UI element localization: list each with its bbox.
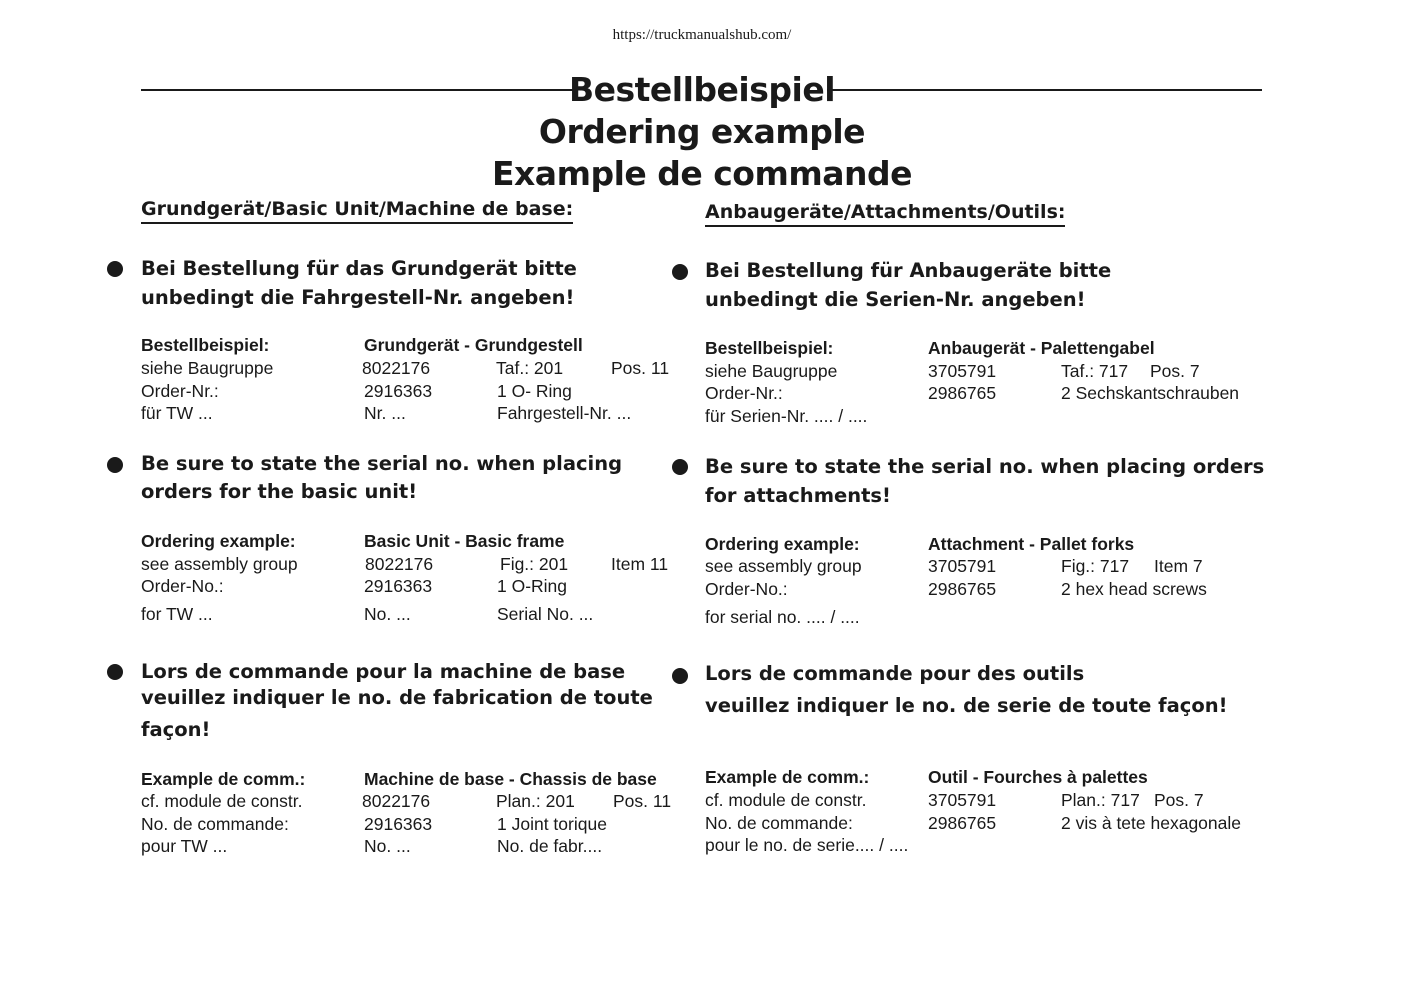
- row-value: Taf.: 201: [496, 358, 564, 378]
- row-value: No. ...: [364, 836, 411, 856]
- row-value: Pos. 11: [613, 791, 672, 811]
- example-part: Grundgerät - Grundgestell: [364, 335, 583, 355]
- row-label: siehe Baugruppe: [705, 361, 838, 381]
- row-value: Taf.: 717: [1061, 361, 1129, 381]
- row-label: pour TW ...: [141, 836, 228, 856]
- row-value: Item 11: [611, 554, 669, 574]
- row-value: Pos. 7: [1154, 790, 1204, 810]
- row-value: 2 Sechskantschrauben: [1061, 383, 1240, 403]
- instruction-line: veuillez indiquer le no. de serie de toute façon!: [705, 694, 1228, 717]
- row-value: 2986765: [928, 579, 997, 599]
- row-value: 3705791: [928, 556, 997, 576]
- page-title-fr: Example de commande: [491, 154, 913, 193]
- row-label: cf. module de constr.: [705, 790, 867, 810]
- bullet-icon: [672, 264, 688, 280]
- row-value: 2916363: [364, 814, 433, 834]
- row-value: Fig.: 201: [500, 554, 569, 574]
- row-value: No. de fabr....: [497, 836, 603, 856]
- row-value: 3705791: [928, 361, 997, 381]
- bullet-icon: [107, 457, 123, 473]
- example-part: Anbaugerät - Palettengabel: [928, 338, 1155, 358]
- instruction-line: unbedingt die Fahrgestell-Nr. angeben!: [141, 286, 575, 309]
- row-value: 1 O-Ring: [497, 576, 568, 596]
- row-label: Order-No.:: [141, 576, 224, 596]
- row-label: siehe Baugruppe: [141, 358, 274, 378]
- row-label: No. de commande:: [141, 814, 289, 834]
- row-label: for serial no. .... / ....: [705, 607, 860, 627]
- page-title-en: Ordering example: [538, 112, 866, 151]
- row-label: pour le no. de serie.... / ....: [705, 835, 909, 855]
- instruction-line: veuillez indiquer le no. de fabrication de toute: [141, 686, 653, 709]
- row-value: 2986765: [928, 813, 997, 833]
- row-value: Nr. ...: [364, 403, 406, 423]
- row-value: No. ...: [364, 604, 411, 624]
- instruction-line: unbedingt die Serien-Nr. angeben!: [705, 288, 1086, 311]
- bullet-icon: [107, 261, 123, 277]
- example-part: Attachment - Pallet forks: [928, 534, 1135, 554]
- row-value: 8022176: [362, 791, 431, 811]
- instruction-line: for attachments!: [705, 484, 891, 507]
- row-label: No. de commande:: [705, 813, 853, 833]
- row-value: 2986765: [928, 383, 997, 403]
- section-heading-attachments: Anbaugeräte/Attachments/Outils:: [705, 201, 1065, 227]
- example-label: Example de comm.:: [705, 767, 870, 787]
- row-value: Pos. 11: [611, 358, 670, 378]
- instruction-line: Bei Bestellung für das Grundgerät bitte: [141, 257, 577, 280]
- row-value: Item 7: [1154, 556, 1203, 576]
- instruction-line: Lors de commande pour des outils: [705, 662, 1085, 685]
- row-value: Plan.: 717: [1061, 790, 1140, 810]
- row-value: Pos. 7: [1150, 361, 1200, 381]
- page-title-de: Bestellbeispiel: [568, 70, 836, 109]
- row-label: cf. module de constr.: [141, 791, 303, 811]
- row-value: 2 vis à tete hexagonale: [1061, 813, 1241, 833]
- row-label: Order-No.:: [705, 579, 788, 599]
- instruction-line: Be sure to state the serial no. when placing orders: [705, 455, 1265, 478]
- row-label: Order-Nr.:: [141, 381, 219, 401]
- row-value: Plan.: 201: [496, 791, 575, 811]
- example-part: Basic Unit - Basic frame: [364, 531, 565, 551]
- bullet-icon: [107, 664, 123, 680]
- example-label: Bestellbeispiel:: [705, 338, 834, 358]
- instruction-line: orders for the basic unit!: [141, 480, 418, 503]
- row-value: Serial No. ...: [497, 604, 594, 624]
- row-label: für Serien-Nr. .... / ....: [705, 406, 868, 426]
- row-label: Order-Nr.:: [705, 383, 783, 403]
- row-value: 8022176: [362, 358, 431, 378]
- example-label: Ordering example:: [141, 531, 296, 551]
- row-label: see assembly group: [141, 554, 298, 574]
- example-part: Outil - Fourches à palettes: [928, 767, 1148, 787]
- instruction-line: Be sure to state the serial no. when placing: [141, 452, 623, 475]
- row-value: 1 O- Ring: [497, 381, 572, 401]
- row-label: see assembly group: [705, 556, 862, 576]
- row-value: 8022176: [365, 554, 434, 574]
- instruction-line: Bei Bestellung für Anbaugeräte bitte: [705, 259, 1112, 282]
- row-value: Fig.: 717: [1061, 556, 1130, 576]
- row-value: 1 Joint torique: [497, 814, 607, 834]
- bullet-icon: [672, 459, 688, 475]
- example-part: Machine de base - Chassis de base: [364, 769, 657, 789]
- example-label: Example de comm.:: [141, 769, 306, 789]
- row-value: 2916363: [364, 576, 433, 596]
- source-url[interactable]: https://truckmanualshub.com/: [612, 27, 792, 43]
- row-value: 2916363: [364, 381, 433, 401]
- bullet-icon: [672, 668, 688, 684]
- section-heading-basic-unit: Grundgerät/Basic Unit/Machine de base:: [141, 198, 573, 224]
- example-label: Ordering example:: [705, 534, 860, 554]
- row-label: for TW ...: [141, 604, 213, 624]
- row-value: 3705791: [928, 790, 997, 810]
- example-label: Bestellbeispiel:: [141, 335, 270, 355]
- row-value: Fahrgestell-Nr. ...: [497, 403, 632, 423]
- row-label: für TW ...: [141, 403, 213, 423]
- instruction-line: façon!: [141, 718, 211, 741]
- row-value: 2 hex head screws: [1061, 579, 1207, 599]
- instruction-line: Lors de commande pour la machine de base: [141, 660, 626, 683]
